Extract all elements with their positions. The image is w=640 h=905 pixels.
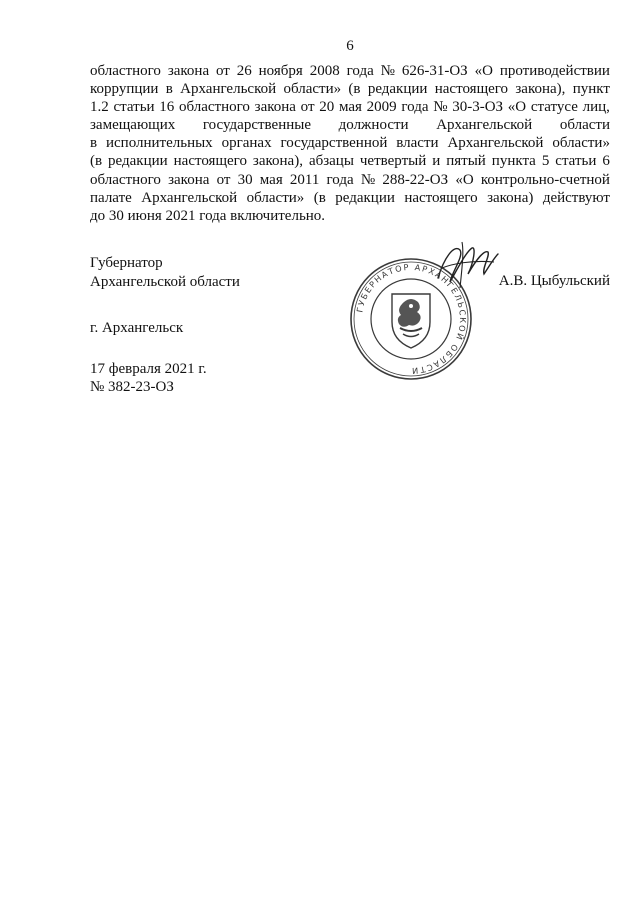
signatory-title: [90, 254, 240, 292]
body-line: в исполнительных органах государственной власти Архангельской области»: [90, 135, 610, 152]
coat-of-arms-icon: [392, 294, 430, 348]
body-line: 1.2 статьи 16 областного закона от 20 мая 2009 года № 30-3-ОЗ «О статусе лиц,: [90, 99, 610, 116]
signing-city: г. Архангельск: [90, 320, 184, 336]
body-line: замещающих государственные должности Архангельской области: [90, 117, 610, 134]
body-line: палате Архангельской области» (в редакции настоящего закона) действуют: [90, 189, 610, 206]
body-paragraph: [90, 62, 610, 225]
body-line: коррупции в Архангельской области» (в редакции настоящего закона), пункт: [90, 81, 610, 98]
signatory-title-line1: Губернатор: [90, 255, 163, 271]
law-number: № 382-23-ОЗ: [90, 379, 174, 395]
signatory-title-line2: Архангельской области: [90, 274, 240, 290]
body-line: областного закона от 26 ноября 2008 года № 626-31-ОЗ «О противодействии: [90, 63, 610, 79]
signing-date-block: [90, 360, 207, 396]
signing-date: 17 февраля 2021 г.: [90, 361, 207, 377]
svg-text:ГУБЕРНАТОР АРХАНГЕЛЬСКОЙ ОБЛАС: ГУБЕРНАТОР АРХАНГЕЛЬСКОЙ ОБЛАСТИ: [354, 261, 469, 377]
handwritten-signature: [432, 238, 502, 290]
body-line: (в редакции настоящего закона), абзацы четвертый и пятый пункта 5 статьи 6: [90, 153, 610, 170]
signatory-name: А.В. Цыбульский: [498, 273, 610, 289]
body-line: областного закона от 30 мая 2011 года № 288-22-ОЗ «О контрольно-счетной: [90, 171, 610, 188]
page-number: 6: [346, 38, 354, 54]
body-line: до 30 июня 2021 года включительно.: [90, 207, 326, 224]
